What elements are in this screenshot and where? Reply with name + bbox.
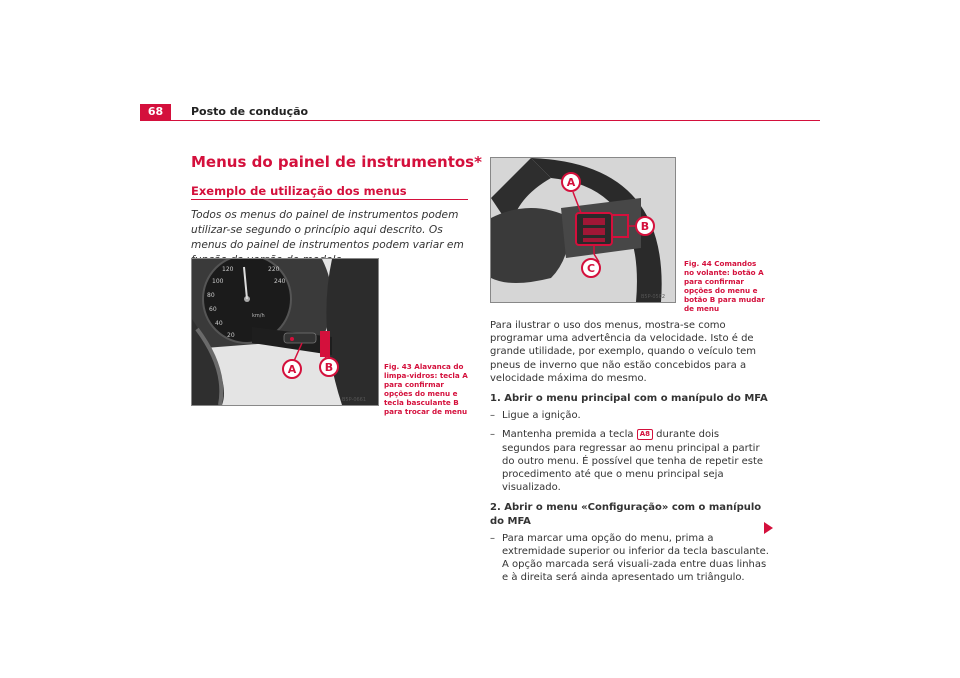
subsection-rule (191, 199, 468, 200)
callout-a: A (566, 176, 576, 189)
list-dash: – (490, 532, 495, 544)
body-text (490, 319, 770, 592)
header-rule (140, 120, 820, 121)
gauge-tick-80: 80 (207, 292, 215, 299)
callout-a: A (287, 363, 297, 376)
list-dash: – (490, 429, 495, 441)
gauge-tick-220: 220 (268, 266, 280, 273)
callout-b: B (640, 220, 650, 233)
subsection-title: Exemplo de utilização dos menus (191, 184, 407, 198)
list-item-text: durante dois segundos para regressar ao menu principal a partir do outro menu. É possível que tenha de repetir este procedimento até que o menu principal seja visualizado. (502, 429, 764, 494)
intro-text: Todos os menus do painel de instrumentos podem utilizar-se segundo o princípio aqui descrito. Os menus do painel de instrumentos podem variar em (191, 209, 464, 251)
section-title: Menus do painel de instrumentos* (191, 153, 482, 171)
list-item (490, 409, 770, 422)
list-item-text: Ligue a ignição. (502, 410, 581, 422)
key-a8-badge: A8 (637, 429, 653, 440)
step-1-list (490, 409, 770, 494)
list-item-text: Para marcar uma opção do menu, prima a extremidade superior ou inferior da tecla basculante. A opção marcada será visuali-zada entre duas linhas e à direita será ainda apresentado um triângulo. (502, 532, 769, 584)
gauge-tick-60: 60 (209, 306, 217, 313)
gauge-tick-120: 120 (222, 266, 234, 273)
steering-wheel-illustration (491, 158, 675, 302)
gauge-tick-20: 20 (227, 332, 235, 339)
gauge-tick-100: 100 (212, 278, 224, 285)
figure-code: B5P-0502 (641, 294, 666, 300)
gauge-tick-40: 40 (215, 320, 223, 327)
gauge-tick-240: 240 (274, 278, 286, 285)
list-item-text: Mantenha premida a tecla (502, 429, 634, 441)
callout-b: B (324, 361, 334, 374)
figure-43-caption: Fig. 43 Alavanca do limpa-vidros: tecla A para confirmar opções do menu e tecla basculante B para trocar de menu (384, 362, 468, 416)
figure-44-caption: Fig. 44 Comandos no volante: botão A para confirmar opções do menu e botão B para mudar de menu (684, 259, 765, 313)
step-2-title: 2. Abrir o menu «Configuração» com o manípulo do MFA (490, 502, 762, 527)
wiper-stalk-illustration (192, 259, 378, 405)
running-title: Posto de condução (191, 105, 309, 118)
page-number: 68 (140, 104, 171, 120)
list-dash: – (490, 410, 495, 422)
step-1-title: 1. Abrir o menu principal com o manípulo do MFA (490, 393, 768, 405)
body-paragraph: Para ilustrar o uso dos menus, mostra-se como programar uma advertência da velocidade. Isto é de grande utilidade, por exemplo, quando o veículo tem pneus de inverno que não estão concebidos para a velocidade máxima do mesmo. (490, 320, 757, 384)
continue-arrow-icon (764, 522, 773, 534)
list-item (490, 428, 770, 494)
figure-44-steering-controls (490, 157, 676, 303)
figure-43-wiper-stalk (191, 258, 379, 406)
list-item (490, 532, 770, 585)
gauge-unit: km/h (252, 313, 265, 319)
callout-c: C (586, 262, 596, 275)
figure-code: B5P-0661 (342, 397, 367, 403)
step-2-list (490, 532, 770, 585)
